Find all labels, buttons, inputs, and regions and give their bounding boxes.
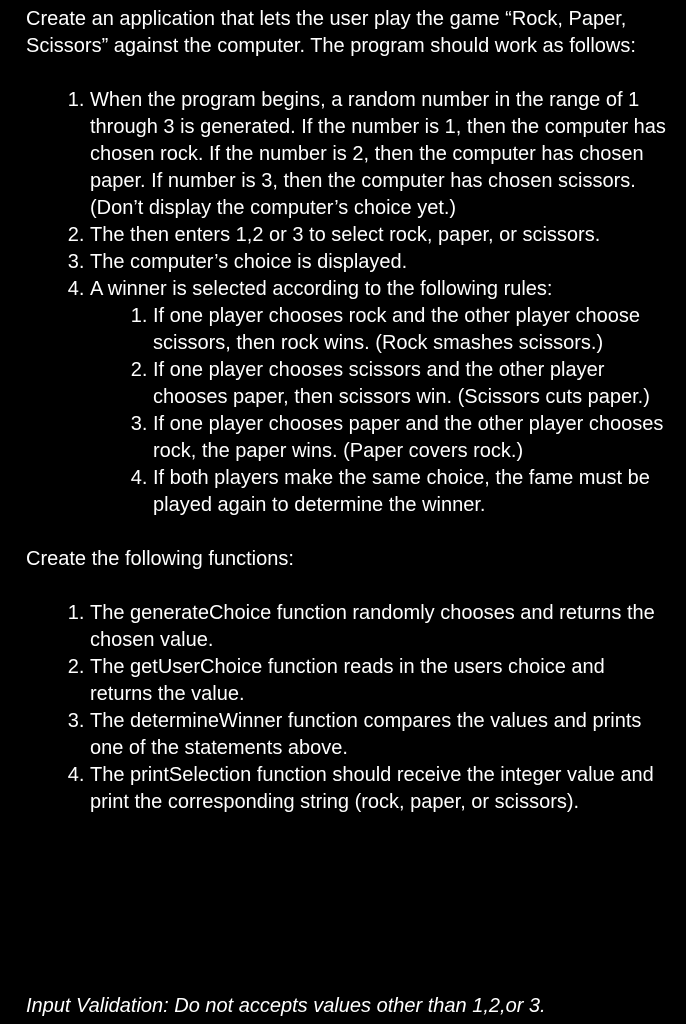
intro-paragraph: Create an application that lets the user play the game “Rock, Paper, Scissors” against the computer. The program should work as follows: xyxy=(26,8,636,57)
function-item: 1. The generateChoice function randomly chooses and returns the chosen value. xyxy=(90,600,672,654)
step-item: 3. The computer’s choice is displayed. xyxy=(90,249,672,276)
step-item xyxy=(90,276,672,519)
function-item: 3. The determineWinner function compares the values and prints one of the statements above. xyxy=(90,708,672,762)
rule-item: 2. If one player chooses scissors and the other player chooses paper, then scissors win. (Scissors cuts paper.) xyxy=(153,357,672,411)
rule-item: 3. If one player chooses paper and the other player chooses rock, the paper wins. (Paper covers rock.) xyxy=(153,411,672,465)
winner-rules-list xyxy=(129,303,672,519)
functions-list xyxy=(26,600,672,816)
rule-item: 4. If both players make the same choice, the fame must be played again to determine the winner. xyxy=(153,465,672,519)
program-steps-list xyxy=(26,87,672,519)
step-item: 2. The then enters 1,2 or 3 to select rock, paper, or scissors. xyxy=(90,222,672,249)
step-item: 1. When the program begins, a random number in the range of 1 through 3 is generated. If the number is 1, then the computer has chosen rock. If the number is 2, then the computer has chosen paper. If number is 3, then the computer has chosen scissors. (Don’t display the computer’s choice yet.) xyxy=(90,87,672,222)
functions-heading: Create the following functions: xyxy=(26,548,294,570)
input-validation-note: Input Validation: Do not accepts values other than 1,2,or 3. xyxy=(26,995,546,1017)
rule-item: 1. If one player chooses rock and the other player choose scissors, then rock wins. (Rock smashes scissors.) xyxy=(153,303,672,357)
step-text: A winner is selected according to the following rules: xyxy=(90,278,553,300)
function-item: 2. The getUserChoice function reads in the users choice and returns the value. xyxy=(90,654,672,708)
function-item: 4. The printSelection function should receive the integer value and print the corresponding string (rock, paper, or scissors). xyxy=(90,762,672,816)
